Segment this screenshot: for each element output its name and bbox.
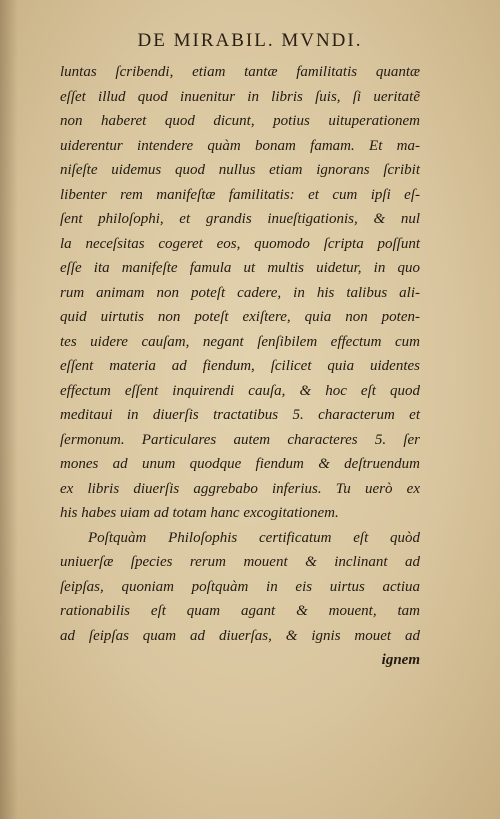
text-line: eſſe ita manifeſte famula ut multis uidetur, in quo <box>60 260 420 276</box>
text-line: libenter rem manifeſtæ familitatis: et cum ipſi eſ- <box>60 186 420 203</box>
catchword: ignem <box>381 652 420 668</box>
text-line: his habes uiam ad totam hanc excogitationem. <box>60 505 339 521</box>
text-line: niſeſte uidemus quod nullus etiam ignorans ſcribit <box>60 162 420 178</box>
text-line: ſermonum. Particulares autem characteres 5. ſer <box>60 431 420 448</box>
text-line: ſent philoſophi, et grandis inueſtigationis, & nul <box>60 211 420 227</box>
text-line: eſſent materia ad fiendum, ſcilicet quia uidentes <box>60 358 420 374</box>
text-line: quid uirtutis non poteſt exiſtere, quia non poten- <box>60 309 420 325</box>
text-line: ſeipſas, quoniam poſtquàm in eis uirtus actiua <box>60 578 420 595</box>
text-line: non haberet quod dicunt, potius uituperationem <box>60 113 420 129</box>
text-line: effectum eſſent inquirendi cauſa, & hoc eſt quod <box>60 382 420 399</box>
text-line: uniuerſæ ſpecies rerum mouent & inclinant ad <box>60 554 420 570</box>
text-line: eſſet illud quod inuenitur in libris ſuis, ſi ueritatẽ <box>60 88 420 105</box>
text-line: ex libris diuerſis aggrebabo inferius. Tu uerò ex <box>60 480 420 497</box>
text-line: la neceſsitas cogeret eos, quomodo ſcripta poſſunt <box>60 235 420 252</box>
body-text <box>60 60 420 673</box>
running-head: DE MIRABIL. MVNDI. <box>137 30 363 51</box>
text-line: luntas ſcribendi, etiam tantæ familitatis quantæ <box>60 64 420 80</box>
binding-shadow <box>0 0 18 819</box>
text-line: meditaui in diuerſis tractatibus 5. characterum et <box>60 407 420 423</box>
paragraph-start-line: Poſtquàm Philoſophis certificatum eſt quòd <box>88 529 420 546</box>
text-line: ad ſeipſas quam ad diuerſas, & ignis mouet ad <box>60 627 420 644</box>
text-line: rationabilis eſt quam agant & mouent, tam <box>60 603 420 619</box>
text-line: rum animam non poteſt cadere, in his talibus ali- <box>60 284 420 301</box>
text-line: uiderentur intendere quàm bonam famam. Et ma- <box>60 137 420 154</box>
text-line: mones ad unum quodque fiendum & deſtruendum <box>60 456 420 472</box>
text-line: tes uidere cauſam, negant ſenſibilem effectum cum <box>60 333 420 350</box>
